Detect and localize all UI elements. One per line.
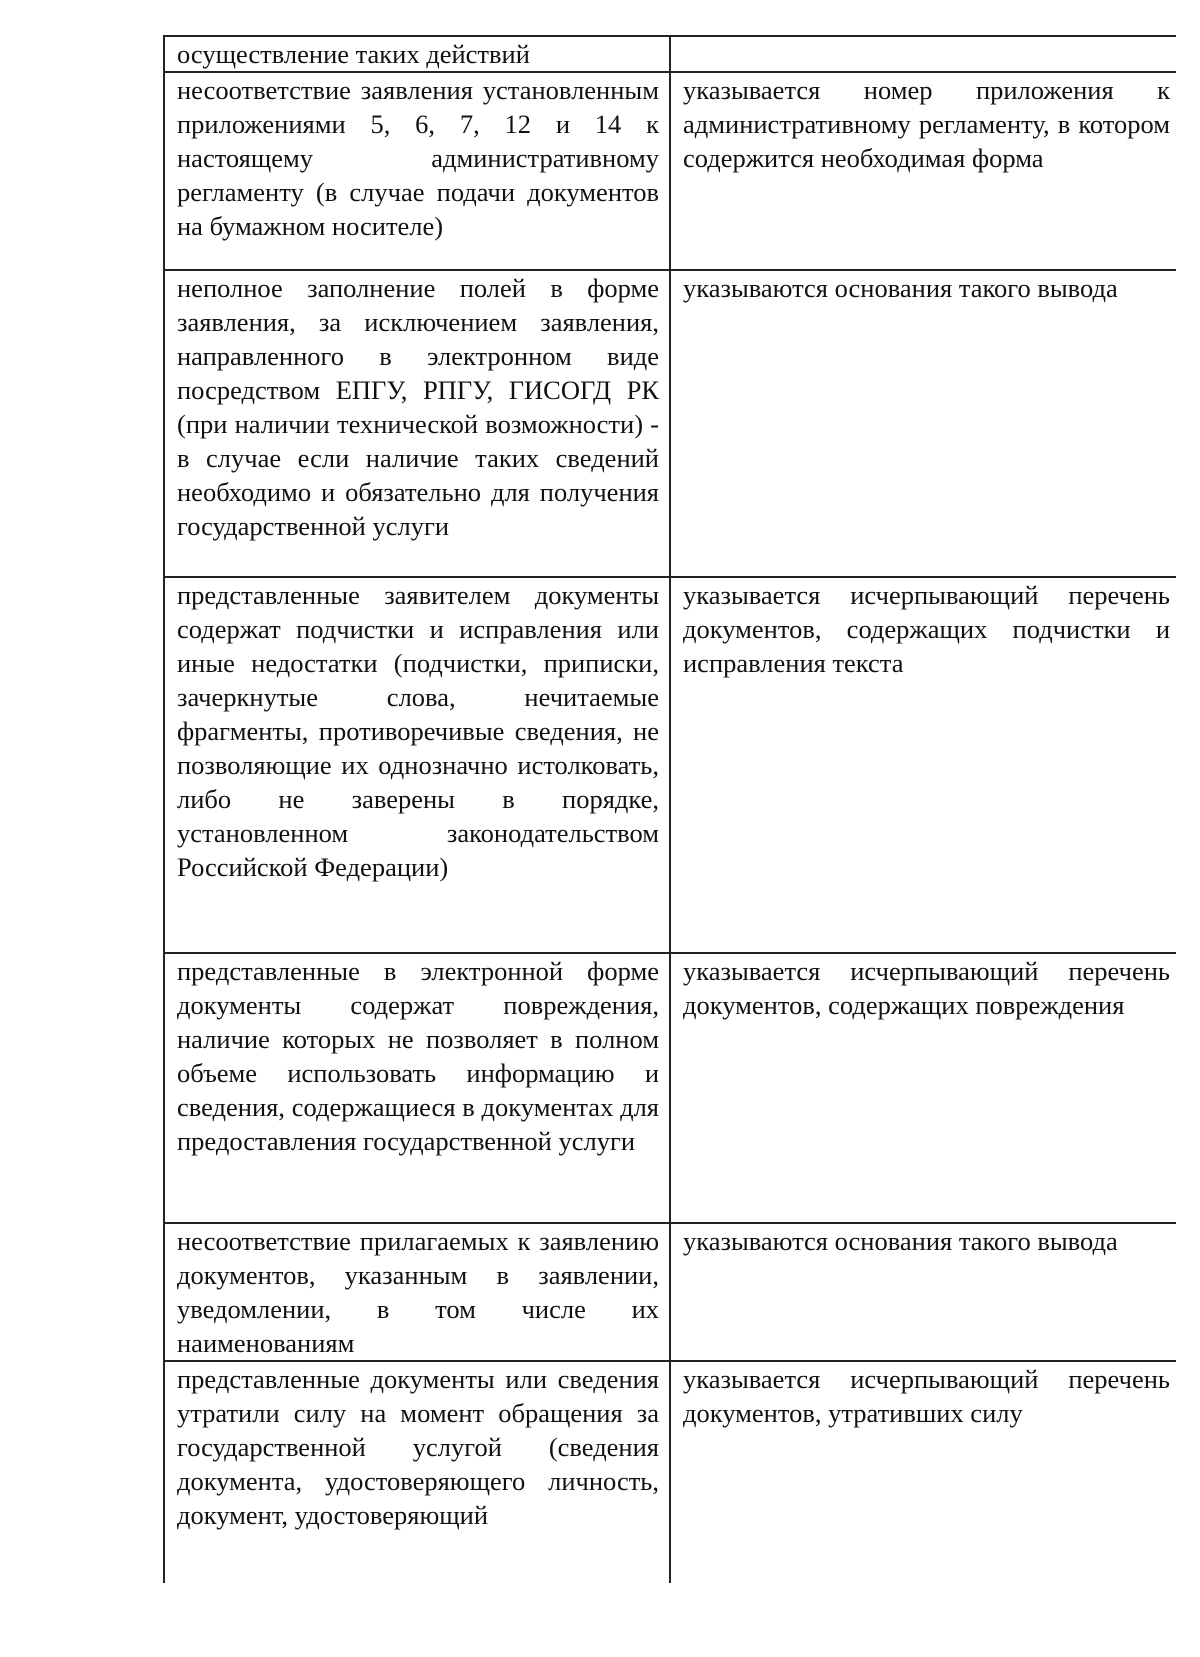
reason-cell bbox=[164, 36, 670, 72]
table-row bbox=[164, 1223, 1176, 1361]
reason-cell bbox=[164, 72, 670, 270]
table-row bbox=[164, 72, 1176, 270]
reason-cell bbox=[164, 1223, 670, 1361]
explanation-cell bbox=[670, 577, 1176, 953]
reason-cell bbox=[164, 577, 670, 953]
table-row bbox=[164, 36, 1176, 72]
explanation-cell bbox=[670, 1223, 1176, 1361]
explanation-cell bbox=[670, 72, 1176, 270]
explanation-cell bbox=[670, 270, 1176, 577]
explanation-cell bbox=[670, 1361, 1176, 1583]
explanation-text: указывается исчерпывающий перечень документов, содержащих повреждения bbox=[683, 956, 1170, 1020]
explanation-text: указывается исчерпывающий перечень документов, утративших силу bbox=[683, 1364, 1170, 1428]
reason-text: представленные в электронной форме документы содержат повреждения, наличие которых не позволяет в полном объеме использовать информацию и сведения, содержащиеся в документах для предоставления государственной услуги bbox=[177, 956, 659, 1156]
reason-cell bbox=[164, 270, 670, 577]
table-viewport bbox=[163, 35, 1176, 1583]
reason-text: представленные заявителем документы содержат подчистки и исправления или иные недостатки (подчистки, приписки, зачеркнутые слова, нечитаемые фрагменты, противоречивые сведения, не позволяющие их однозначно истолковать, либо не заверены в порядке, установленном законодательством Российской Федерации) bbox=[177, 580, 659, 882]
table-row bbox=[164, 1361, 1176, 1583]
explanation-text: указывается номер приложения к административному регламенту, в котором содержится необходимая форма bbox=[683, 75, 1170, 173]
reason-text: несоответствие заявления установленным приложениями 5, 6, 7, 12 и 14 к настоящему административному регламенту (в случае подачи документов на бумажном носителе) bbox=[177, 75, 659, 241]
explanation-text: указывается исчерпывающий перечень документов, содержащих подчистки и исправления текста bbox=[683, 580, 1170, 678]
reason-cell bbox=[164, 1361, 670, 1583]
explanation-cell bbox=[670, 36, 1176, 72]
table-row bbox=[164, 953, 1176, 1223]
table-row bbox=[164, 270, 1176, 577]
reason-cell bbox=[164, 953, 670, 1223]
reason-text: представленные документы или сведения утратили силу на момент обращения за государственной услугой (сведения документа, удостоверяющего личность, документ, удостоверяющий bbox=[177, 1364, 659, 1530]
reason-text: осуществление таких действий bbox=[177, 39, 530, 69]
reason-text: несоответствие прилагаемых к заявлению документов, указанным в заявлении, уведомлении, в том числе их наименованиям bbox=[177, 1226, 659, 1358]
explanation-text: указываются основания такого вывода bbox=[683, 1226, 1118, 1256]
table-row bbox=[164, 577, 1176, 953]
reason-text: неполное заполнение полей в форме заявления, за исключением заявления, направленного в электронном виде посредством ЕПГУ, РПГУ, ГИСОГД РК (при наличии технической возможности) - в случае если наличие таких сведений необходимо и обязательно для получения государственной услуги bbox=[177, 273, 659, 541]
explanation-cell bbox=[670, 953, 1176, 1223]
explanation-text: указываются основания такого вывода bbox=[683, 273, 1118, 303]
refusal-grounds-table bbox=[163, 35, 1176, 1583]
